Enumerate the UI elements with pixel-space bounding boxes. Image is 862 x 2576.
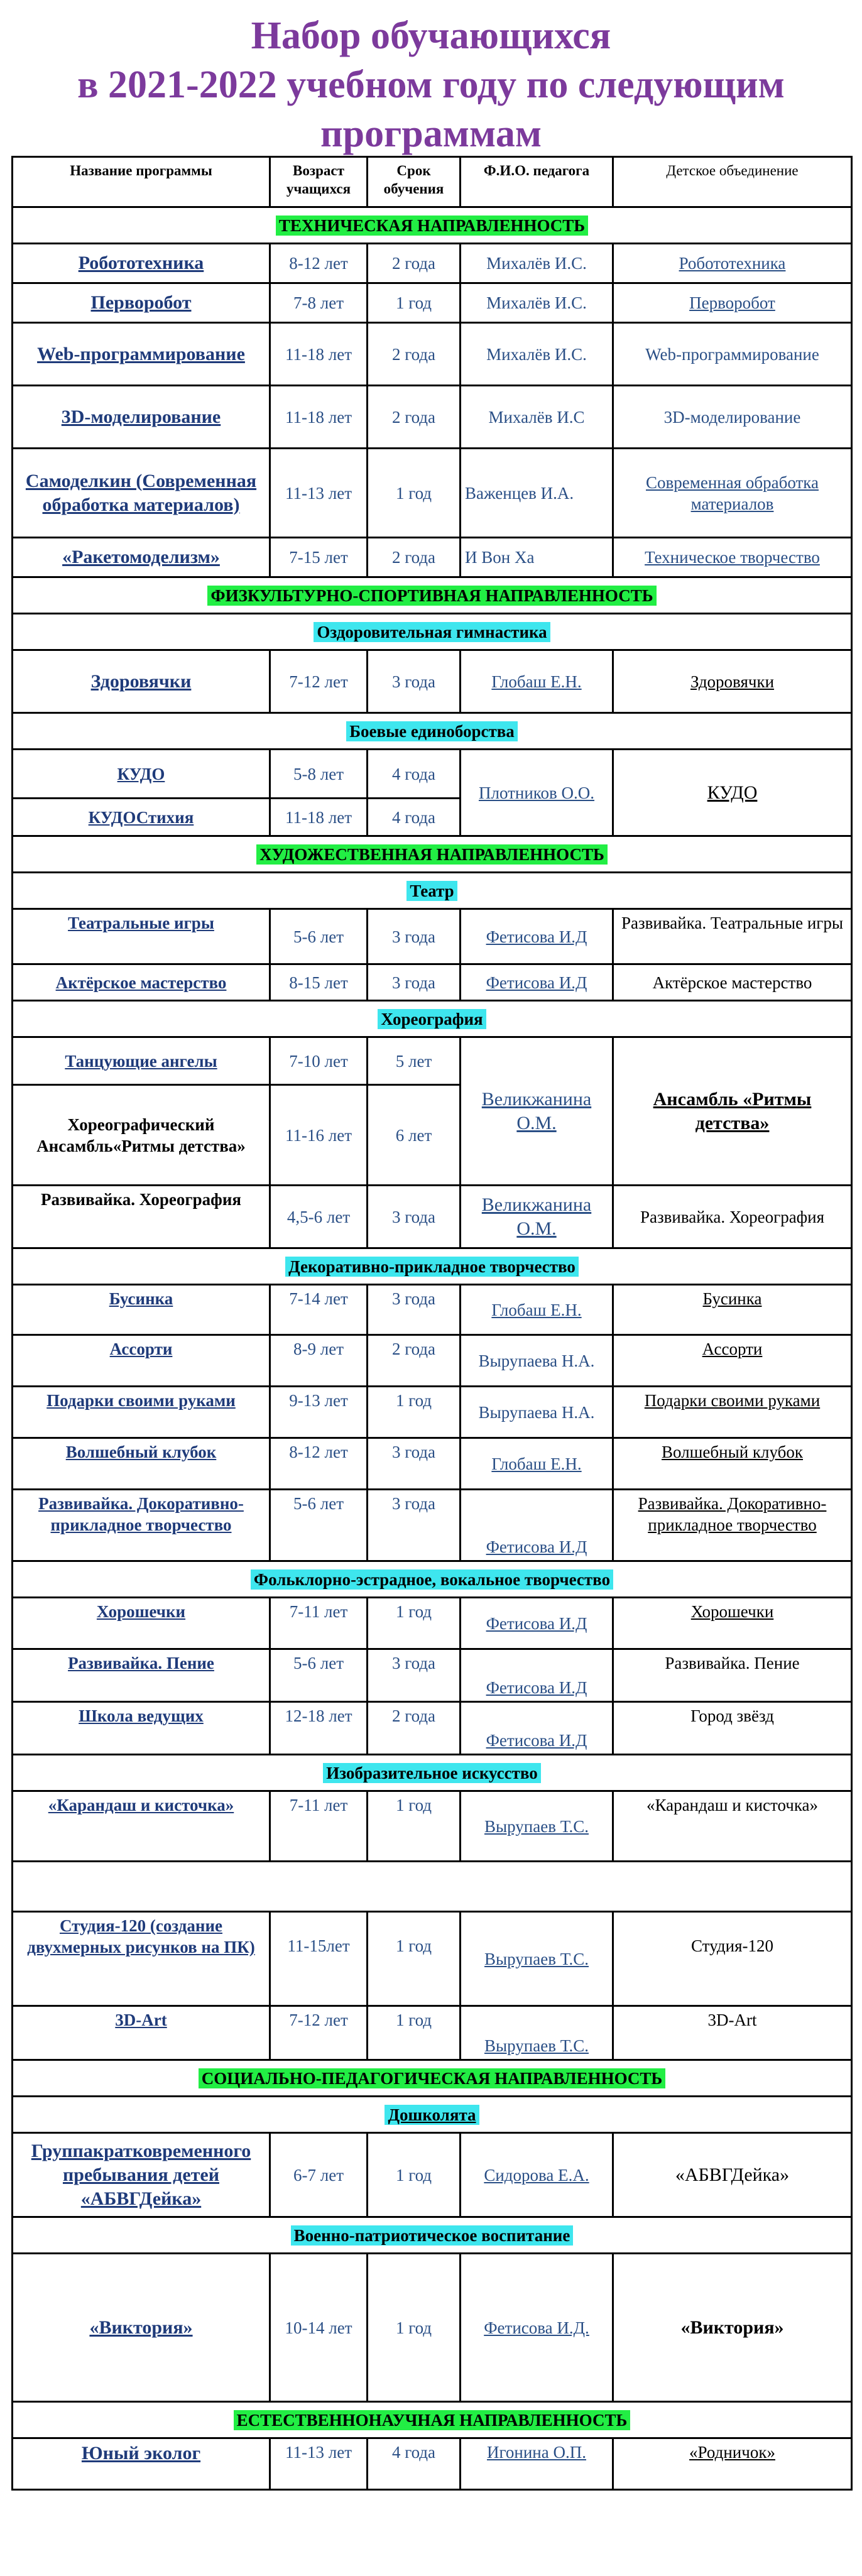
age: 5-6 лет xyxy=(270,909,368,964)
subsection-military: Военно-патриотическое воспитание xyxy=(291,2225,574,2246)
subsection-row xyxy=(13,2217,852,2254)
title-line-1: Набор обучающихся xyxy=(251,14,611,57)
term: 1 год xyxy=(368,2133,461,2217)
club: 3D-моделирование xyxy=(613,386,852,449)
age: 11-18 лет xyxy=(270,799,368,836)
table-row xyxy=(13,1387,852,1438)
program-name-link[interactable]: Подарки своими руками xyxy=(46,1391,236,1410)
program-name-link[interactable]: Юный эколог xyxy=(81,2443,201,2464)
program-name-link[interactable]: Волшебный клубок xyxy=(65,1443,217,1461)
term: 3 года xyxy=(368,1490,461,1561)
term: 1 год xyxy=(368,449,461,538)
teacher-link[interactable]: Фетисова И.Д xyxy=(486,1613,587,1633)
subsection-applied: Декоративно-прикладное творчество xyxy=(285,1257,579,1277)
age: 11-18 лет xyxy=(270,323,368,386)
club-link[interactable]: Бусинка xyxy=(702,1289,762,1308)
program-name-link[interactable]: Группакратковременного пребывания детей «АБВГДейка» xyxy=(31,2140,251,2209)
section-row xyxy=(13,207,852,244)
club-link[interactable]: Хорошечки xyxy=(690,1602,774,1621)
club: Развивайка. Театральные игры xyxy=(613,909,852,964)
age: 5-8 лет xyxy=(270,750,368,799)
club-link[interactable]: Развивайка. Докоративно-прикладное творчество xyxy=(638,1494,827,1534)
club-link[interactable]: «Родничок» xyxy=(689,2443,775,2462)
table-row xyxy=(13,538,852,577)
term: 1 год xyxy=(368,1791,461,1862)
section-row xyxy=(13,2402,852,2438)
teacher: Важенцев И.А. xyxy=(461,449,613,538)
program-name-link[interactable]: «Виктория» xyxy=(89,2317,193,2338)
term: 2 года xyxy=(368,323,461,386)
empty-row xyxy=(13,1862,852,1912)
table-row xyxy=(13,2133,852,2217)
term: 3 года xyxy=(368,1186,461,1248)
age: 8-15 лет xyxy=(270,964,368,1001)
age: 7-15 лет xyxy=(270,538,368,577)
teacher: Вырупаева Н.А. xyxy=(461,1387,613,1438)
program-name-link[interactable]: Развивайка. Пение xyxy=(68,1654,214,1673)
table-row xyxy=(13,2254,852,2402)
section-art: ХУДОЖЕСТВЕННАЯ НАПРАВЛЕННОСТЬ xyxy=(256,844,608,865)
age: 9-13 лет xyxy=(270,1387,368,1438)
teacher: И Вон Ха xyxy=(461,538,613,577)
program-name-link[interactable]: Бусинка xyxy=(109,1289,173,1308)
program-name-link[interactable]: 3D-моделирование xyxy=(61,406,221,427)
section-science: ЕСТЕСТВЕННОНАУЧНАЯ НАПРАВЛЕННОСТЬ xyxy=(234,2410,631,2430)
table-row xyxy=(13,2006,852,2060)
teacher: Михалёв И.С. xyxy=(461,283,613,323)
table-row xyxy=(13,1335,852,1387)
teacher-link[interactable]: Фетисова И.Д xyxy=(486,1731,587,1750)
term: 1 год xyxy=(368,1387,461,1438)
section-social: СОЦИАЛЬНО-ПЕДАГОГИЧЕСКАЯ НАПРАВЛЕННОСТЬ xyxy=(199,2068,666,2088)
age: 11-16 лет xyxy=(270,1085,368,1186)
table-row xyxy=(13,1490,852,1561)
table-row xyxy=(13,323,852,386)
table-row xyxy=(13,1791,852,1862)
table-row xyxy=(13,909,852,964)
age: 10-14 лет xyxy=(270,2254,368,2402)
header-age: Возраст учащихся xyxy=(270,157,368,207)
program-name-link[interactable]: Перворобот xyxy=(90,292,192,313)
age: 7-11 лет xyxy=(270,1598,368,1649)
subsection-theatre: Театр xyxy=(406,881,457,901)
subsection-preschool: Дошколята xyxy=(385,2105,479,2125)
section-row xyxy=(13,577,852,614)
subsection-row xyxy=(13,873,852,909)
program-name-link[interactable]: Робототехника xyxy=(78,253,204,273)
term: 1 год xyxy=(368,2254,461,2402)
teacher: Михалёв И.С xyxy=(461,386,613,449)
age: 11-13 лет xyxy=(270,2438,368,2490)
club: 3D-Art xyxy=(613,2006,852,2060)
age: 12-18 лет xyxy=(270,1702,368,1755)
club-link[interactable]: Перворобот xyxy=(689,293,775,312)
club-link[interactable]: Робототехника xyxy=(679,254,786,273)
subsection-folk: Фольклорно-эстрадное, вокальное творчество xyxy=(251,1569,613,1590)
table-row xyxy=(13,1037,852,1085)
program-name-link[interactable]: Театральные игры xyxy=(68,914,214,932)
section-tech: ТЕХНИЧЕСКАЯ НАПРАВЛЕННОСТЬ xyxy=(276,216,588,236)
age: 6-7 лет xyxy=(270,2133,368,2217)
table-row xyxy=(13,2438,852,2490)
table-row xyxy=(13,1186,852,1248)
teacher-link[interactable]: Вырупаев Т.С. xyxy=(484,1816,589,1836)
program-name-link[interactable]: КУДО xyxy=(117,764,165,783)
program-name-link[interactable]: КУДОСтихия xyxy=(88,807,194,827)
term: 4 года xyxy=(368,2438,461,2490)
teacher-link[interactable]: Сидорова Е.А. xyxy=(484,2165,589,2185)
subsection-row xyxy=(13,614,852,650)
table-row xyxy=(13,283,852,323)
club-link[interactable]: Ассорти xyxy=(702,1340,763,1358)
program-name-link[interactable]: Студия-120 (создание двухмерных рисунков на ПК) xyxy=(27,1916,255,1957)
club-link[interactable]: Подарки своими руками xyxy=(644,1391,821,1410)
teacher-link[interactable]: Великжанина О.М. xyxy=(481,1088,592,1133)
subsection-row xyxy=(13,1001,852,1037)
teacher-link[interactable]: Глобаш Е.Н. xyxy=(491,1454,582,1473)
age: 11-13 лет xyxy=(270,449,368,538)
program-name: Развивайка. Хореография xyxy=(13,1186,270,1248)
subsection-row xyxy=(13,1755,852,1791)
age: 7-12 лет xyxy=(270,2006,368,2060)
age: 7-14 лет xyxy=(270,1285,368,1335)
subsection-visual: Изобразительное искусство xyxy=(323,1763,541,1783)
table-row xyxy=(13,650,852,713)
age: 8-12 лет xyxy=(270,1438,368,1490)
subsection-martial: Боевые единоборства xyxy=(346,721,518,741)
term: 3 года xyxy=(368,1438,461,1490)
term: 3 года xyxy=(368,909,461,964)
table-row xyxy=(13,1598,852,1649)
title-line-3: программам xyxy=(320,112,542,155)
table-row xyxy=(13,750,852,799)
header-name: Название программы xyxy=(13,157,270,207)
table-row xyxy=(13,449,852,538)
club-link[interactable]: Современная обработка материалов xyxy=(646,472,819,513)
teacher-link[interactable]: Плотников О.О. xyxy=(478,783,595,802)
term: 2 года xyxy=(368,1335,461,1387)
age: 8-9 лет xyxy=(270,1335,368,1387)
age: 7-12 лет xyxy=(270,650,368,713)
subsection-row xyxy=(13,1248,852,1285)
term: 1 год xyxy=(368,2006,461,2060)
term: 1 год xyxy=(368,1912,461,2006)
header-teacher: Ф.И.О. педагога xyxy=(461,157,613,207)
title-line-2: в 2021-2022 учебном году по следующим xyxy=(77,63,785,106)
program-name-link[interactable]: Web-программирование xyxy=(37,343,245,364)
age: 7-11 лет xyxy=(270,1791,368,1862)
program-name-link[interactable]: «Ракетомоделизм» xyxy=(62,547,220,567)
program-name-link[interactable]: Танцующие ангелы xyxy=(65,1051,217,1071)
program-name: Хореографический Ансамбль«Ритмы детства» xyxy=(13,1085,270,1186)
teacher: Вырупаева Н.А. xyxy=(461,1335,613,1387)
table-row xyxy=(13,1285,852,1335)
section-row xyxy=(13,2060,852,2097)
subsection-row xyxy=(13,2097,852,2133)
teacher-link[interactable]: Великжанина О.М. xyxy=(481,1194,592,1239)
club-link[interactable]: Ансамбль «Ритмы детства» xyxy=(653,1088,812,1133)
teacher-link[interactable]: Вырупаев Т.С. xyxy=(484,2036,589,2055)
club: «АБВГДейка» xyxy=(613,2133,852,2217)
term: 2 года xyxy=(368,386,461,449)
teacher-link[interactable]: Фетисова И.Д xyxy=(486,927,587,946)
club: «Карандаш и кисточка» xyxy=(613,1791,852,1862)
table-row xyxy=(13,1702,852,1755)
club: Развивайка. Пение xyxy=(613,1649,852,1702)
club-link[interactable]: КУДО xyxy=(707,782,758,803)
teacher: Михалёв И.С. xyxy=(461,323,613,386)
club-link[interactable]: Техническое творчество xyxy=(645,548,820,567)
club: Город звёзд xyxy=(613,1702,852,1755)
term: 2 года xyxy=(368,244,461,283)
teacher-link[interactable]: Фетисова И.Д xyxy=(486,1537,587,1556)
age: 7-10 лет xyxy=(270,1037,368,1085)
header-club: Детское объединение xyxy=(613,157,852,207)
term: 3 года xyxy=(368,1649,461,1702)
program-name-link[interactable]: 3D-Art xyxy=(115,2011,167,2029)
teacher-link[interactable]: Фетисова И.Д xyxy=(486,1678,587,1697)
club: Развивайка. Хореография xyxy=(613,1186,852,1248)
program-name-link[interactable]: Развивайка. Докоративно-прикладное творчество xyxy=(38,1494,244,1534)
subsection-health: Оздоровительная гимнастика xyxy=(314,622,550,642)
program-name-link[interactable]: Ассорти xyxy=(109,1340,173,1358)
table-row xyxy=(13,1649,852,1702)
teacher-link[interactable]: Вырупаев Т.С. xyxy=(484,1949,589,1968)
program-name-link[interactable]: Актёрское мастерство xyxy=(55,973,227,992)
program-name-link[interactable]: Самоделкин (Современная обработка материалов) xyxy=(25,470,257,515)
program-name-link[interactable]: Здоровячки xyxy=(90,670,192,692)
teacher-link[interactable]: Глобаш Е.Н. xyxy=(491,1300,582,1319)
program-name-link[interactable]: «Карандаш и кисточка» xyxy=(48,1796,234,1815)
term: 2 года xyxy=(368,1702,461,1755)
term: 3 года xyxy=(368,964,461,1001)
term: 2 года xyxy=(368,538,461,577)
table-row xyxy=(13,244,852,283)
subsection-row xyxy=(13,1561,852,1598)
programs-table xyxy=(11,156,853,2491)
age: 7-8 лет xyxy=(270,283,368,323)
age: 5-6 лет xyxy=(270,1649,368,1702)
page-title xyxy=(0,11,862,158)
club: «Виктория» xyxy=(613,2254,852,2402)
table-row xyxy=(13,1912,852,2006)
section-row xyxy=(13,836,852,873)
table-row xyxy=(13,1438,852,1490)
club-link[interactable]: Волшебный клубок xyxy=(661,1443,804,1461)
header-term: Срок обучения xyxy=(368,157,461,207)
age: 5-6 лет xyxy=(270,1490,368,1561)
club: Актёрское мастерство xyxy=(613,964,852,1001)
teacher-link[interactable]: Фетисова И.Д. xyxy=(484,2318,589,2337)
age: 11-18 лет xyxy=(270,386,368,449)
term: 1 год xyxy=(368,283,461,323)
teacher-link[interactable]: Игонина О.П. xyxy=(487,2443,586,2462)
club-link[interactable]: Здоровячки xyxy=(690,672,775,691)
term: 6 лет xyxy=(368,1085,461,1186)
term: 4 года xyxy=(368,799,461,836)
program-name-link[interactable]: Хорошечки xyxy=(96,1602,186,1621)
table-row xyxy=(13,964,852,1001)
header-row xyxy=(13,157,852,207)
age: 11-15лет xyxy=(270,1912,368,2006)
age: 4,5-6 лет xyxy=(270,1186,368,1248)
club: Студия-120 xyxy=(613,1912,852,2006)
age: 8-12 лет xyxy=(270,244,368,283)
section-sport: ФИЗКУЛЬТУРНО-СПОРТИВНАЯ НАПРАВЛЕННОСТЬ xyxy=(207,586,656,606)
teacher-link[interactable]: Фетисова И.Д xyxy=(486,973,587,992)
subsection-row xyxy=(13,713,852,750)
term: 5 лет xyxy=(368,1037,461,1085)
subsection-choreo: Хореография xyxy=(378,1009,486,1029)
term: 4 года xyxy=(368,750,461,799)
term: 1 год xyxy=(368,1598,461,1649)
program-name-link[interactable]: Школа ведущих xyxy=(79,1706,204,1725)
table-row xyxy=(13,386,852,449)
term: 3 года xyxy=(368,1285,461,1335)
club: Web-программирование xyxy=(613,323,852,386)
term: 3 года xyxy=(368,650,461,713)
teacher: Михалёв И.С. xyxy=(461,244,613,283)
teacher-link[interactable]: Глобаш Е.Н. xyxy=(491,672,582,691)
